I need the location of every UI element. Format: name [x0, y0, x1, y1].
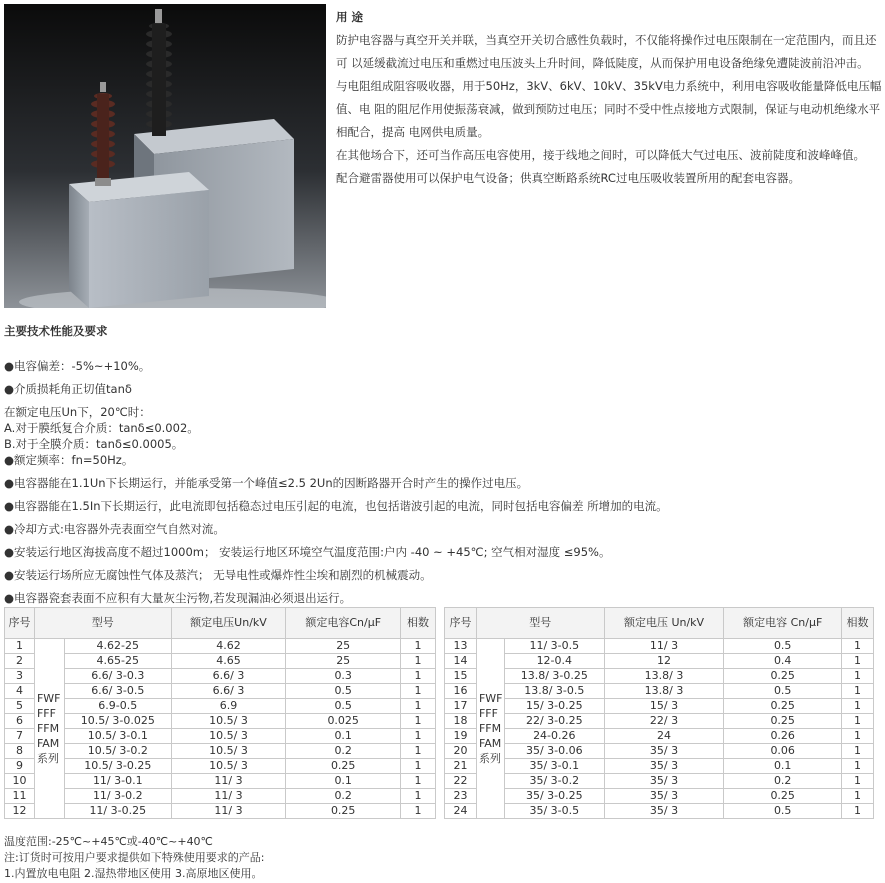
- col-header: 额定电压Un/kV: [171, 608, 286, 639]
- seq-cell: 21: [445, 759, 477, 774]
- col-header: 序号: [5, 608, 35, 639]
- phase-cell: 1: [842, 729, 874, 744]
- spec-item: ●电容偏差：-5%~+10%。: [4, 359, 151, 373]
- spec-item: ●电容器瓷套表面不应积有大量灰尘污物,若发现漏油必须退出运行。: [4, 591, 352, 605]
- voltage-cell: 13.8/ 3: [604, 669, 724, 684]
- seq-cell: 2: [5, 654, 35, 669]
- table-row: [5, 804, 436, 819]
- model-cell: 13.8/ 3-0.5: [504, 684, 604, 699]
- model-cell: 13.8/ 3-0.25: [504, 669, 604, 684]
- voltage-cell: 12: [604, 654, 724, 669]
- spec-table-right: [444, 607, 874, 819]
- capacitance-cell: 0.025: [286, 714, 401, 729]
- capacitance-cell: 0.25: [724, 669, 842, 684]
- table-row: [5, 774, 436, 789]
- voltage-cell: 35/ 3: [604, 804, 724, 819]
- phase-cell: 1: [842, 744, 874, 759]
- model-cell: 22/ 3-0.25: [504, 714, 604, 729]
- model-cell: 6.9-0.5: [64, 699, 171, 714]
- model-cell: 12-0.4: [504, 654, 604, 669]
- note-line: 温度范围:-25℃~+45℃或-40℃~+40℃: [4, 835, 213, 848]
- spec-item: 在额定电压Un下，20℃时：: [4, 405, 151, 419]
- capacitance-cell: 0.5: [724, 684, 842, 699]
- seq-cell: 4: [5, 684, 35, 699]
- seq-cell: 16: [445, 684, 477, 699]
- col-header: 型号: [34, 608, 171, 639]
- capacitance-cell: 0.2: [286, 789, 401, 804]
- capacitance-cell: 25: [286, 654, 401, 669]
- table-row: [445, 729, 874, 744]
- phase-cell: 1: [401, 699, 436, 714]
- usage-paragraph: 与电阻组成阻容吸收器，用于50Hz，3kV、6kV、10kV、35kV电力系统中，利用电容吸收能量降低电压幅值、电 阻的阻尼作用使振荡衰减，做到预防过电压；同时不受中性点接地方式限制，保证与电动机绝缘水平相配合，提高 电网供电质量。: [336, 79, 882, 139]
- capacitance-cell: 0.25: [286, 804, 401, 819]
- capacitor-illustration: [4, 4, 326, 308]
- spec-table-left: [4, 607, 436, 819]
- table-row: [5, 789, 436, 804]
- capacitance-cell: 0.3: [286, 669, 401, 684]
- table-row: [445, 714, 874, 729]
- series-label-cell: FWF FFF FFM FAM 系列: [34, 639, 64, 819]
- phase-cell: 1: [401, 714, 436, 729]
- capacitance-cell: 0.1: [724, 759, 842, 774]
- col-header: 额定电容Cn/μF: [286, 608, 401, 639]
- seq-cell: 20: [445, 744, 477, 759]
- capacitance-cell: 0.25: [724, 789, 842, 804]
- voltage-cell: 10.5/ 3: [171, 744, 286, 759]
- spec-item: ●电容器能在1.1Un下长期运行，并能承受第一个峰值≤2.5 2Un的因断路器开合时产生的操作过电压。: [4, 476, 529, 490]
- seq-cell: 9: [5, 759, 35, 774]
- spec-section: [4, 322, 884, 606]
- phase-cell: 1: [842, 654, 874, 669]
- phase-cell: 1: [401, 759, 436, 774]
- phase-cell: 1: [842, 759, 874, 774]
- capacitance-cell: 0.4: [724, 654, 842, 669]
- voltage-cell: 11/ 3: [171, 774, 286, 789]
- model-cell: 10.5/ 3-0.25: [64, 759, 171, 774]
- model-cell: 4.65-25: [64, 654, 171, 669]
- voltage-cell: 4.62: [171, 639, 286, 654]
- table-row: [5, 729, 436, 744]
- phase-cell: 1: [401, 804, 436, 819]
- product-photo: [4, 4, 326, 308]
- capacitance-cell: 25: [286, 639, 401, 654]
- seq-cell: 1: [5, 639, 35, 654]
- note-line: 1.内置放电电阻 2.湿热带地区使用 3.高原地区使用。: [4, 867, 263, 880]
- capacitance-cell: 0.5: [286, 699, 401, 714]
- usage-section: [336, 6, 882, 190]
- table-row: [445, 669, 874, 684]
- col-header: 序号: [445, 608, 477, 639]
- voltage-cell: 35/ 3: [604, 774, 724, 789]
- seq-cell: 17: [445, 699, 477, 714]
- model-cell: 35/ 3-0.5: [504, 804, 604, 819]
- spec-item: ●安装运行地区海拔高度不超过1000m； 安装运行地区环境空气温度范围:户内 -40 ~ +45℃; 空气相对湿度 ≤95%。: [4, 545, 611, 559]
- model-cell: 6.6/ 3-0.3: [64, 669, 171, 684]
- spec-title: 主要技术性能及要求: [4, 324, 108, 338]
- usage-title: 用 途: [336, 10, 364, 24]
- seq-cell: 8: [5, 744, 35, 759]
- seq-cell: 12: [5, 804, 35, 819]
- voltage-cell: 11/ 3: [171, 789, 286, 804]
- seq-cell: 19: [445, 729, 477, 744]
- table-row: [445, 759, 874, 774]
- voltage-cell: 6.6/ 3: [171, 684, 286, 699]
- model-cell: 11/ 3-0.2: [64, 789, 171, 804]
- capacitance-cell: 0.5: [286, 684, 401, 699]
- spec-item: ●冷却方式:电容器外壳表面空气自然对流。: [4, 522, 225, 536]
- model-cell: 24-0.26: [504, 729, 604, 744]
- phase-cell: 1: [401, 684, 436, 699]
- table-row: [445, 744, 874, 759]
- seq-cell: 7: [5, 729, 35, 744]
- seq-cell: 15: [445, 669, 477, 684]
- voltage-cell: 4.65: [171, 654, 286, 669]
- model-cell: 10.5/ 3-0.2: [64, 744, 171, 759]
- model-cell: 11/ 3-0.1: [64, 774, 171, 789]
- spec-item: B.对于全膜介质：tanδ≤0.0005。: [4, 437, 184, 451]
- table-row: [445, 789, 874, 804]
- model-cell: 10.5/ 3-0.1: [64, 729, 171, 744]
- model-cell: 11/ 3-0.25: [64, 804, 171, 819]
- table-row: [445, 804, 874, 819]
- capacitance-cell: 0.2: [286, 744, 401, 759]
- capacitance-cell: 0.1: [286, 774, 401, 789]
- phase-cell: 1: [401, 654, 436, 669]
- col-header: 额定电压 Un/kV: [604, 608, 724, 639]
- seq-cell: 23: [445, 789, 477, 804]
- phase-cell: 1: [842, 639, 874, 654]
- table-row: [5, 639, 436, 654]
- model-cell: 35/ 3-0.1: [504, 759, 604, 774]
- seq-cell: 3: [5, 669, 35, 684]
- voltage-cell: 10.5/ 3: [171, 729, 286, 744]
- table-row: [445, 684, 874, 699]
- spec-item: ●安装运行场所应无腐蚀性气体及蒸汽； 无导电性或爆炸性尘埃和剧烈的机械震动。: [4, 568, 432, 582]
- voltage-cell: 10.5/ 3: [171, 714, 286, 729]
- spec-item: A.对于膜纸复合介质：tanδ≤0.002。: [4, 421, 199, 435]
- capacitance-cell: 0.26: [724, 729, 842, 744]
- note-line: 注:订货时可按用户要求提供如下特殊使用要求的产品:: [4, 851, 265, 864]
- voltage-cell: 24: [604, 729, 724, 744]
- phase-cell: 1: [401, 744, 436, 759]
- capacitance-cell: 0.2: [724, 774, 842, 789]
- phase-cell: 1: [842, 789, 874, 804]
- seq-cell: 5: [5, 699, 35, 714]
- table-row: [5, 744, 436, 759]
- capacitance-cell: 0.25: [724, 714, 842, 729]
- series-label-cell: FWF FFF FFM FAM 系列: [476, 639, 504, 819]
- model-cell: 35/ 3-0.06: [504, 744, 604, 759]
- voltage-cell: 6.9: [171, 699, 286, 714]
- voltage-cell: 10.5/ 3: [171, 759, 286, 774]
- voltage-cell: 35/ 3: [604, 789, 724, 804]
- phase-cell: 1: [401, 789, 436, 804]
- model-cell: 35/ 3-0.2: [504, 774, 604, 789]
- col-header: 型号: [476, 608, 604, 639]
- table-row: [445, 639, 874, 654]
- table-row: [5, 684, 436, 699]
- spec-item: ●电容器能在1.5In下长期运行，此电流即包括稳态过电压引起的电流，也包括谐波引起的电流，同时包括电容偏差 所增加的电流。: [4, 499, 668, 513]
- table-row: [445, 654, 874, 669]
- voltage-cell: 11/ 3: [604, 639, 724, 654]
- table-row: [5, 714, 436, 729]
- usage-paragraph: 在其他场合下，还可当作高压电容使用，接于线地之间时，可以降低大气过电压、波前陡度和波峰峰值。: [336, 148, 865, 162]
- phase-cell: 1: [401, 774, 436, 789]
- table-header-row: [445, 608, 874, 639]
- phase-cell: 1: [401, 729, 436, 744]
- table-row: [5, 654, 436, 669]
- spec-item: ●额定频率：fn=50Hz。: [4, 453, 134, 467]
- voltage-cell: 6.6/ 3: [171, 669, 286, 684]
- seq-cell: 14: [445, 654, 477, 669]
- col-header: 额定电容 Cn/μF: [724, 608, 842, 639]
- phase-cell: 1: [842, 669, 874, 684]
- table-row: [5, 669, 436, 684]
- phase-cell: 1: [842, 714, 874, 729]
- seq-cell: 11: [5, 789, 35, 804]
- voltage-cell: 35/ 3: [604, 759, 724, 774]
- table-row: [445, 699, 874, 714]
- model-cell: 35/ 3-0.25: [504, 789, 604, 804]
- seq-cell: 18: [445, 714, 477, 729]
- capacitance-cell: 0.5: [724, 804, 842, 819]
- capacitance-cell: 0.25: [286, 759, 401, 774]
- col-header: 相数: [401, 608, 436, 639]
- model-cell: 4.62-25: [64, 639, 171, 654]
- capacitance-cell: 0.1: [286, 729, 401, 744]
- phase-cell: 1: [842, 699, 874, 714]
- model-cell: 15/ 3-0.25: [504, 699, 604, 714]
- voltage-cell: 11/ 3: [171, 804, 286, 819]
- table-row: [5, 699, 436, 714]
- table-row: [5, 759, 436, 774]
- col-header: 相数: [842, 608, 874, 639]
- capacitance-cell: 0.06: [724, 744, 842, 759]
- capacitance-cell: 0.25: [724, 699, 842, 714]
- table-row: [445, 774, 874, 789]
- seq-cell: 10: [5, 774, 35, 789]
- seq-cell: 6: [5, 714, 35, 729]
- table-header-row: [5, 608, 436, 639]
- seq-cell: 13: [445, 639, 477, 654]
- phase-cell: 1: [842, 684, 874, 699]
- phase-cell: 1: [401, 639, 436, 654]
- model-cell: 10.5/ 3-0.025: [64, 714, 171, 729]
- voltage-cell: 35/ 3: [604, 744, 724, 759]
- usage-paragraph: 配合避雷器使用可以保护电气设备；供真空断路系统RC过电压吸收装置所用的配套电容器。: [336, 171, 800, 185]
- model-cell: 6.6/ 3-0.5: [64, 684, 171, 699]
- model-cell: 11/ 3-0.5: [504, 639, 604, 654]
- notes-section: [4, 834, 264, 882]
- voltage-cell: 13.8/ 3: [604, 684, 724, 699]
- phase-cell: 1: [842, 804, 874, 819]
- seq-cell: 24: [445, 804, 477, 819]
- seq-cell: 22: [445, 774, 477, 789]
- capacitance-cell: 0.5: [724, 639, 842, 654]
- voltage-cell: 22/ 3: [604, 714, 724, 729]
- phase-cell: 1: [401, 669, 436, 684]
- voltage-cell: 15/ 3: [604, 699, 724, 714]
- phase-cell: 1: [842, 774, 874, 789]
- usage-paragraph: 防护电容器与真空开关并联，当真空开关切合感性负载时，不仅能将操作过电压限制在一定范围内，而且还可 以延缓截流过电压和重燃过电压波头上升时间，降低陡度，从而保护用电设备绝缘免遭陡波前沿冲击。: [336, 33, 877, 70]
- spec-item: ●介质损耗角正切值tanδ: [4, 382, 132, 396]
